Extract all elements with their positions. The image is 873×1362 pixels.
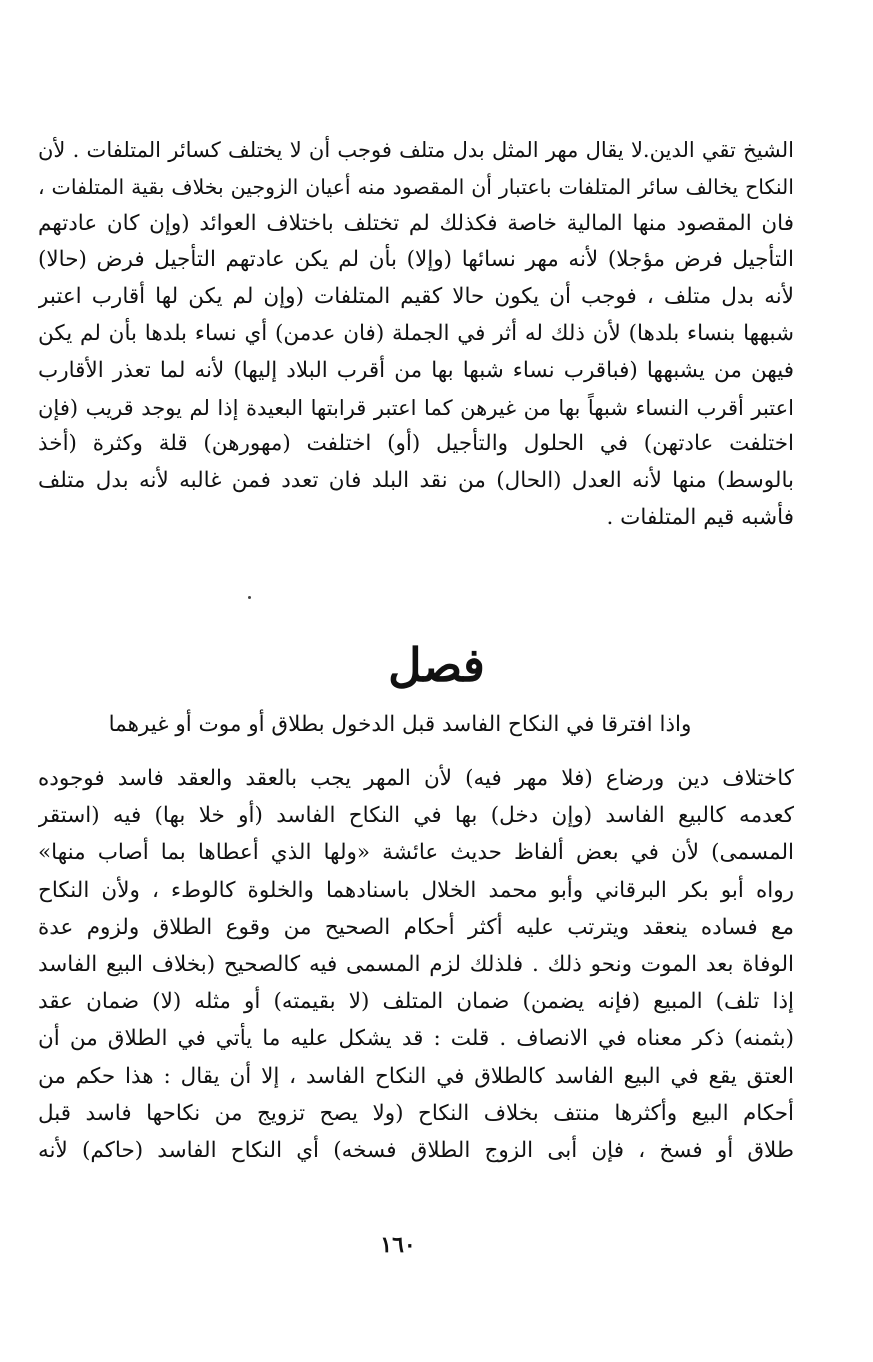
text-line: رواه أبو بكر البرقاني وأبو محمد الخلال باسنادهما والخلوة كالوطء ، ولأن النكاح xyxy=(38,877,794,903)
section-heading: فصل xyxy=(388,638,485,692)
text-line: لأنه بدل متلف ، فوجب أن يكون حالا كقيم المتلفات (وإن لم يكن لها أقارب اعتبر xyxy=(38,284,794,310)
text-line: النكاح يخالف سائر المتلفات باعتبار أن المقصود منه أعيان الزوجين بخلاف بقية المتلفات ، xyxy=(38,174,794,199)
text-line: الوفاة بعد الموت ونحو ذلك . فلذلك لزم المسمى فيه كالصحيح (بخلاف البيع الفاسد xyxy=(38,952,794,978)
text-line: طلاق أو فسخ ، فإن أبى الزوج الطلاق فسخه) أي النكاح الفاسد (حاكم) لأنه xyxy=(38,1138,794,1164)
text-line: فيهن من يشبهها (فباقرب نساء شبها بها من أقرب البلاد إليها) لأنه لما تعذر الأقارب xyxy=(38,357,794,383)
section-subtitle: واذا افترقا في النكاح الفاسد قبل الدخول بطلاق أو موت أو غيرهما xyxy=(108,712,692,737)
text-line: المسمى) لأن في بعض ألفاظ حديث عائشة «ولها الذي أعطاها بما أصاب منها» xyxy=(38,840,794,866)
text-line: فان المقصود منها المالية خاصة فكذلك لم تختلف باختلاف العوائد (وإن كان عادتهم xyxy=(38,210,794,236)
text-line: العتق يقع في البيع الفاسد كالطلاق في النكاح الفاسد ، إلا أن يقال : هذا حكم من xyxy=(38,1063,794,1089)
text-line: الشيخ تقي الدين.لا يقال مهر المثل بدل متلف فوجب أن لا يختلف كسائر المتلفات . لأن xyxy=(38,138,794,162)
text-line: (بثمنه) ذكر معناه في الانصاف . قلت : قد يشكل عليه ما يأتي في الطلاق من أن xyxy=(38,1026,794,1052)
text-line: بالوسط) منها لأنه العدل (الحال) من نقد البلد فان تعدد فمن غالبه لأنه بدل متلف xyxy=(38,468,794,494)
text-line: كاختلاف دين ورضاع (فلا مهر فيه) لأن المهر يجب بالعقد والعقد فاسد فوجوده xyxy=(38,766,794,791)
print-speck xyxy=(248,596,251,599)
text-line: اعتبر أقرب النساء شبهاً بها من غيرهن كما اعتبر قرابتها البعيدة إذا لم يوجد قريب (فإن xyxy=(38,395,794,420)
text-line: مع فساده ينعقد ويترتب عليه أكثر أحكام الصحيح من وقوع الطلاق ولزوم عدة xyxy=(38,914,794,940)
text-line: أحكام البيع وأكثرها منتف بخلاف النكاح (ولا يصح تزويج من نكاحها فاسد قبل xyxy=(38,1100,794,1126)
body-paragraph-1 xyxy=(38,132,794,537)
body-paragraph-2 xyxy=(38,760,794,1169)
text-line: التأجيل فرض مؤجلا) لأنه مهر نسائها (وإلا) بأن لم يكن عادتهم التأجيل فرض (حالا) xyxy=(38,247,794,273)
text-line: إذا تلف) المبيع (فإنه يضمن) ضمان المتلف (لا بقيمته) أو مثله (لا) ضمان عقد xyxy=(38,989,794,1015)
text-line: اختلفت عادتهن) في الحلول والتأجيل (أو) اختلفت (مهورهن) قلة وكثرة (أخذ xyxy=(38,431,794,457)
text-line: فأشبه قيم المتلفات . xyxy=(606,504,794,530)
page-number: ١٦٠ xyxy=(380,1232,416,1258)
text-line: كعدمه كالبيع الفاسد (وإن دخل) بها في النكاح الفاسد (أو خلا بها) فيه (استقر xyxy=(38,803,794,829)
text-line: شبهها بنساء بلدها) لأن ذلك له أثر في الجملة (فان عدمن) أي نساء بلدها بأن لم يكن xyxy=(38,320,794,346)
